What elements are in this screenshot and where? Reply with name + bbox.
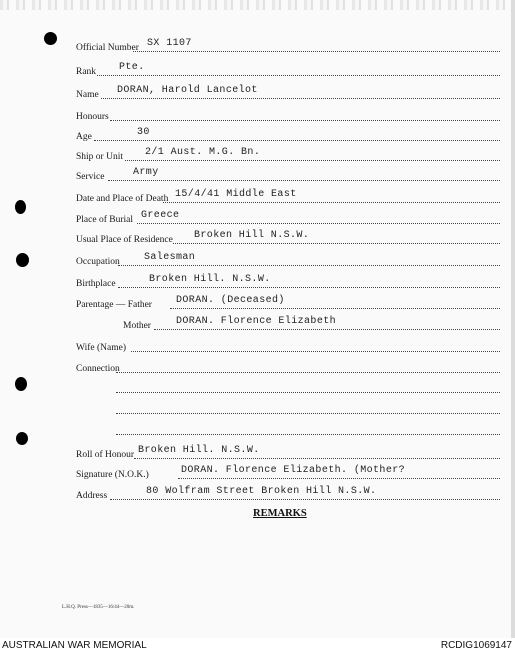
value-occupation: Salesman: [144, 252, 196, 263]
field-mother: [0, 317, 515, 333]
value-mother: DORAN. Florence Elizabeth: [176, 316, 337, 327]
connection-line: [0, 380, 515, 396]
value-date-place-death: 15/4/41 Middle East: [175, 189, 297, 200]
label-place-of-burial: Place of Burial: [76, 215, 133, 225]
value-father: DORAN. (Deceased): [176, 295, 285, 306]
field-occupation: [0, 253, 515, 269]
label-rank: Rank: [76, 67, 97, 77]
printer-imprint: L.H.Q. Press—1835—16/44—20m.: [62, 605, 135, 610]
field-ship-or-unit: [0, 148, 515, 164]
field-residence: [0, 231, 515, 247]
field-place-of-burial: [0, 211, 515, 227]
label-residence: Usual Place of Residence: [76, 235, 173, 245]
value-name: DORAN, Harold Lancelot: [117, 85, 258, 96]
scan-edge-noise: [0, 0, 515, 10]
value-signature: DORAN. Florence Elizabeth. (Mother?: [181, 465, 406, 476]
label-roll-of-honour: Roll of Honour: [76, 450, 135, 460]
field-connection: [0, 360, 515, 376]
label-mother: Mother: [123, 321, 151, 331]
field-father: [0, 296, 515, 312]
value-official-number: SX 1107: [147, 38, 192, 49]
value-age: 30: [137, 127, 150, 138]
label-service: Service: [76, 172, 105, 182]
label-name: Name: [76, 90, 99, 100]
field-signature: [0, 466, 515, 482]
label-ship-or-unit: Ship or Unit: [76, 152, 123, 162]
field-birthplace: [0, 275, 515, 291]
value-rank: Pte.: [119, 62, 145, 73]
connection-line: [0, 422, 515, 438]
label-connection: Connection: [76, 364, 120, 374]
record-id: RCDIG1069147: [440, 640, 512, 651]
field-honours: [0, 108, 515, 124]
label-birthplace: Birthplace: [76, 279, 116, 289]
value-place-of-burial: Greece: [141, 210, 180, 221]
field-roll-of-honour: [0, 446, 515, 462]
label-date-place-death: Date and Place of Death: [76, 194, 169, 204]
label-signature: Signature (N.O.K.): [76, 470, 149, 480]
label-wife: Wife (Name): [76, 343, 126, 353]
field-wife: [0, 339, 515, 355]
label-age: Age: [76, 132, 92, 142]
remarks-heading: REMARKS: [253, 508, 307, 519]
value-roll-of-honour: Broken Hill. N.S.W.: [138, 445, 260, 456]
field-service: [0, 168, 515, 184]
label-official-number: Official Number: [76, 43, 139, 53]
field-rank: [0, 63, 515, 79]
field-official-number: [0, 39, 515, 55]
value-residence: Broken Hill N.S.W.: [194, 230, 310, 241]
connection-line: [0, 401, 515, 417]
label-honours: Honours: [76, 112, 109, 122]
value-service: Army: [133, 167, 159, 178]
field-age: [0, 128, 515, 144]
field-address: [0, 487, 515, 503]
value-ship-or-unit: 2/1 Aust. M.G. Bn.: [145, 147, 261, 158]
field-date-place-death: [0, 190, 515, 206]
label-father: Parentage — Father: [76, 300, 152, 310]
value-birthplace: Broken Hill. N.S.W.: [149, 274, 271, 285]
archive-name: AUSTRALIAN WAR MEMORIAL: [2, 640, 147, 651]
field-name: [0, 86, 515, 102]
archive-footer: [0, 638, 515, 654]
value-address: 80 Wolfram Street Broken Hill N.S.W.: [146, 486, 377, 497]
label-address: Address: [76, 491, 108, 501]
label-occupation: Occupation: [76, 257, 120, 267]
